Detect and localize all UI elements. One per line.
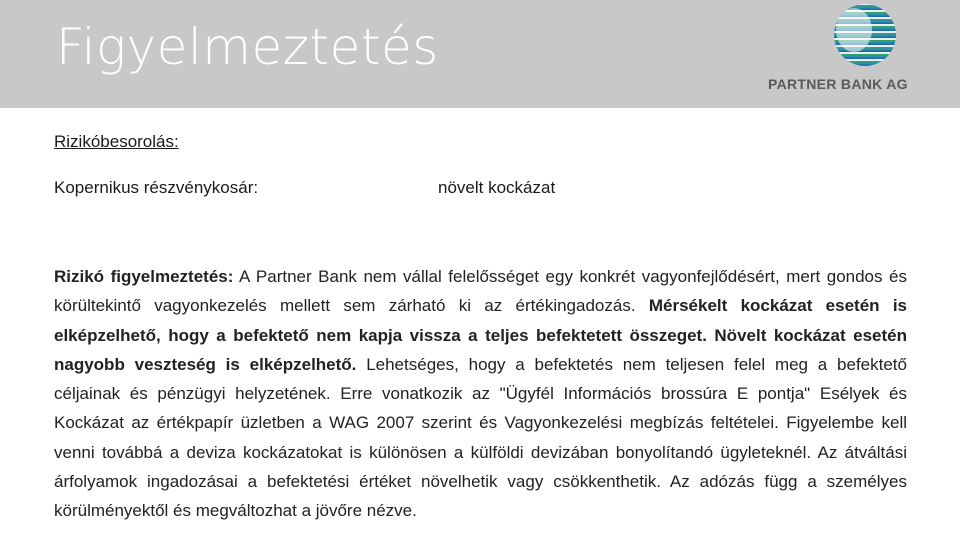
partner-bank-logo [760, 2, 930, 102]
globe-logo-icon [832, 2, 898, 68]
risk-label: Kopernikus részvénykosár: [54, 178, 259, 197]
header-bar [0, 0, 960, 108]
warning-text-2: Lehetséges, hogy a befektetés nem teljesen felel meg a befektető céljainak és pénzügyi helyzetének. Erre vonatkozik az "Ügyfél Információs brossúra E pontja" Esélyek és Kockázat az értékpapír üzletben a WAG 2007 szerint és Vagyonkezelési megbízás feltételei. Figyelembe kell venni továbbá a deviza kockázatokat is különösen a külföldi devizában bonyolítandó ügyleteknél. Az átváltási árfolyamok ingadozásai a befektetési értéket növelhetik vagy csökkenthetik. Az adózás függ a személyes körülményektől és megváltozhat a jövőre nézve. [54, 354, 907, 521]
risk-value: növelt kockázat [438, 178, 556, 197]
risk-heading: Rizikóbesorolás: [54, 132, 179, 151]
page-title: Figyelmeztetés [56, 18, 439, 76]
risk-warning-paragraph [54, 262, 907, 526]
logo-text: PARTNER BANK AG [768, 76, 908, 92]
warning-bold-1: Mérsékelt kockázat esetén is elképzelhető, hogy a befektető nem kapja vissza a teljes befektetett összeget. Növelt kockázat esetén nagyobb veszteség is elképzelhető. [54, 296, 907, 374]
warning-lead: Rizikó figyelmeztetés: [54, 267, 234, 286]
warning-text-1: A Partner Bank nem vállal felelősséget egy konkrét vagyonfejlődésért, mert gondos és körültekintő vagyonkezelés mellett sem zárható ki az értékingadozás. [54, 267, 907, 316]
risk-section [54, 132, 907, 197]
